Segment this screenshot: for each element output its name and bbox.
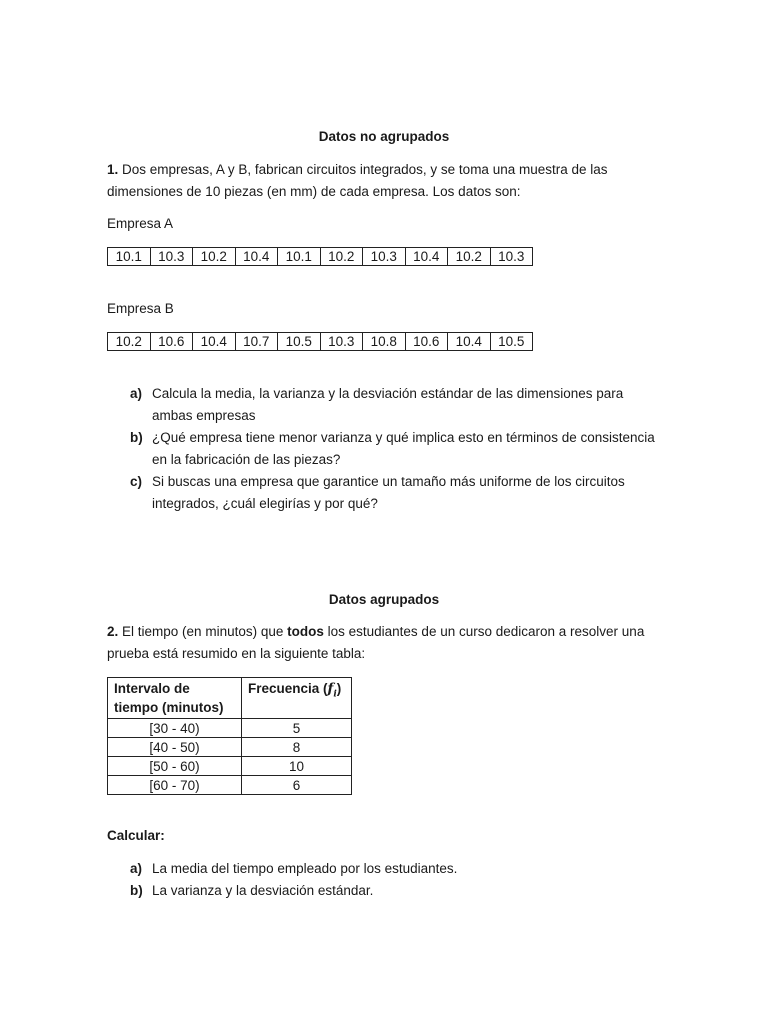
empresa-a-value-cell: 10.1 xyxy=(278,248,321,266)
subquestion-item xyxy=(130,383,672,427)
question-2-text xyxy=(107,621,644,665)
question-2-line2: prueba está resumido en la siguiente tabla: xyxy=(107,646,366,661)
empresa-b-value-cell: 10.4 xyxy=(193,333,236,351)
header-interval xyxy=(108,678,242,719)
subquestion-item-line: Calcula la media, la varianza y la desviación estándar de las dimensiones para xyxy=(152,386,624,401)
fi-symbol: f xyxy=(327,681,334,697)
empresa-a-value-cell: 10.4 xyxy=(405,248,448,266)
section-title-no-agrupados: Datos no agrupados xyxy=(318,129,450,144)
frequency-table-row xyxy=(108,719,352,738)
header-frequency-close: ) xyxy=(336,681,342,696)
header-interval-line1: Intervalo de xyxy=(114,681,190,696)
empresa-a-label: Empresa A xyxy=(107,216,174,231)
empresa-a-value-cell: 10.4 xyxy=(235,248,278,266)
question-2-number: 2. xyxy=(107,624,119,639)
empresa-a-value-cell: 10.2 xyxy=(448,248,491,266)
frequency-table xyxy=(107,677,352,795)
interval-cell: [60 - 70) xyxy=(108,776,242,795)
empresa-b-value-cell: 10.6 xyxy=(405,333,448,351)
question-2-subquestions xyxy=(130,858,672,902)
question-2-line1-pre: El tiempo (en minutos) que xyxy=(122,624,288,639)
frequency-table-header xyxy=(108,678,352,719)
frequency-cell: 5 xyxy=(242,719,352,738)
empresa-a-table xyxy=(107,247,533,266)
subquestion-item xyxy=(130,427,672,471)
empresa-a-value-cell: 10.2 xyxy=(193,248,236,266)
calc-question-item-label: a) xyxy=(130,861,143,876)
empresa-b-value-cell: 10.2 xyxy=(108,333,151,351)
empresa-b-row xyxy=(108,333,533,351)
empresa-b-value-cell: 10.5 xyxy=(490,333,533,351)
header-frequency xyxy=(242,678,352,719)
empresa-b-table xyxy=(107,332,533,351)
subquestion-item-label: a) xyxy=(130,386,143,401)
frequency-cell: 10 xyxy=(242,757,352,776)
empresa-b-value-cell: 10.5 xyxy=(278,333,321,351)
header-frequency-symbol xyxy=(327,681,337,700)
subquestion-item-line: Si buscas una empresa que garantice un tamaño más uniforme de los circuitos xyxy=(152,474,625,489)
empresa-a-value-cell: 10.3 xyxy=(150,248,193,266)
empresa-a-value-cell: 10.1 xyxy=(108,248,151,266)
frequency-cell: 6 xyxy=(242,776,352,795)
header-interval-line2: tiempo (minutos) xyxy=(114,700,224,715)
calc-question-item xyxy=(130,880,672,902)
empresa-a-value-cell: 10.2 xyxy=(320,248,363,266)
fi-subscript: i xyxy=(333,689,337,700)
question-2-line1-post: los estudiantes de un curso dedicaron a resolver una xyxy=(323,624,645,639)
empresa-b-value-cell: 10.6 xyxy=(150,333,193,351)
interval-cell: [30 - 40) xyxy=(108,719,242,738)
section-title-agrupados: Datos agrupados xyxy=(328,592,440,607)
interval-cell: [50 - 60) xyxy=(108,757,242,776)
interval-cell: [40 - 50) xyxy=(108,738,242,757)
frequency-cell: 8 xyxy=(242,738,352,757)
empresa-b-value-cell: 10.8 xyxy=(363,333,406,351)
question-1-text xyxy=(107,159,608,203)
calcular-label: Calcular: xyxy=(107,828,165,843)
empresa-a-value-cell: 10.3 xyxy=(490,248,533,266)
question-2-line1-bold: todos xyxy=(287,624,324,639)
calc-question-item xyxy=(130,858,672,880)
frequency-table-row xyxy=(108,738,352,757)
frequency-table-row xyxy=(108,776,352,795)
question-1-line2: dimensiones de 10 piezas (en mm) de cada empresa. Los datos son: xyxy=(107,184,521,199)
calc-question-item-line: La media del tiempo empleado por los estudiantes. xyxy=(152,861,458,876)
subquestion-item-line: en la fabricación de las piezas? xyxy=(152,452,341,467)
empresa-a-row xyxy=(108,248,533,266)
empresa-b-value-cell: 10.4 xyxy=(448,333,491,351)
empresa-b-value-cell: 10.7 xyxy=(235,333,278,351)
question-1-line1: Dos empresas, A y B, fabrican circuitos integrados, y se toma una muestra de las xyxy=(122,162,608,177)
subquestion-item-line: ambas empresas xyxy=(152,408,256,423)
header-frequency-label: Frecuencia ( xyxy=(248,681,328,696)
empresa-b-value-cell: 10.3 xyxy=(320,333,363,351)
subquestion-item-line: ¿Qué empresa tiene menor varianza y qué implica esto en términos de consistencia xyxy=(152,430,655,445)
calc-question-item-line: La varianza y la desviación estándar. xyxy=(152,883,374,898)
question-1-subquestions xyxy=(130,383,672,515)
calc-question-item-label: b) xyxy=(130,883,143,898)
subquestion-item-line: integrados, ¿cuál elegirías y por qué? xyxy=(152,496,378,511)
empresa-a-value-cell: 10.3 xyxy=(363,248,406,266)
subquestion-item-label: b) xyxy=(130,430,143,445)
subquestion-item xyxy=(130,471,672,515)
frequency-table-row xyxy=(108,757,352,776)
question-1-number: 1. xyxy=(107,162,119,177)
empresa-b-label: Empresa B xyxy=(107,301,174,316)
subquestion-item-label: c) xyxy=(130,474,143,489)
